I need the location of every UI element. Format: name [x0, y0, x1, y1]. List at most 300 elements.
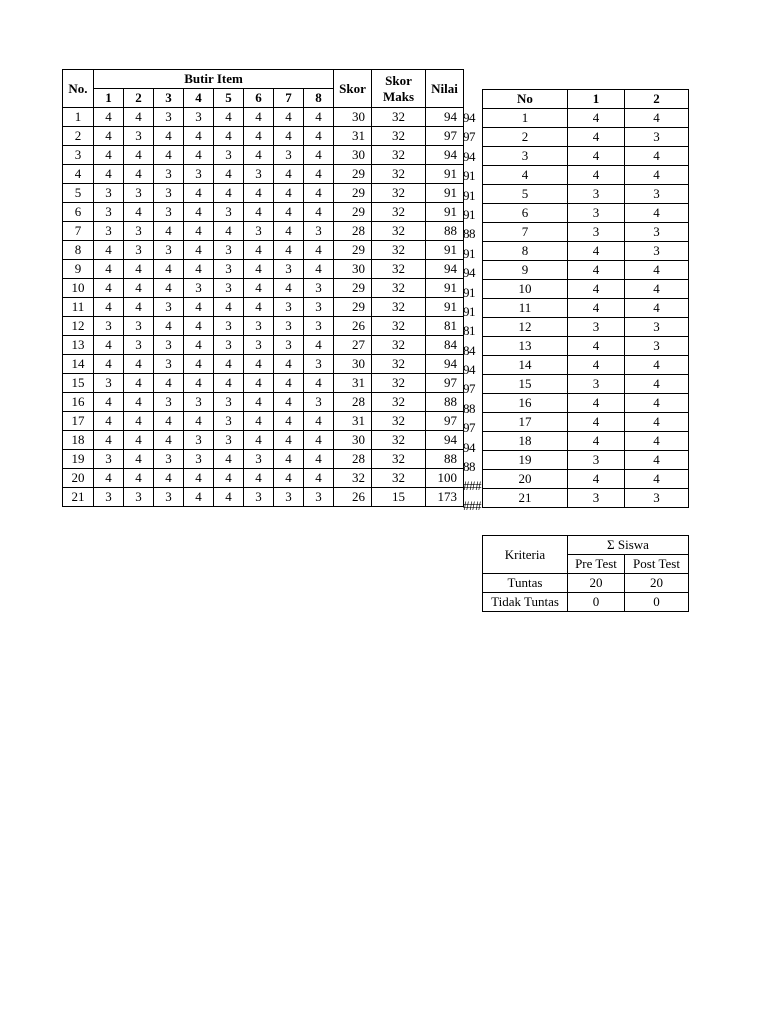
summary-kriteria-header: Kriteria [483, 536, 568, 574]
item-score-cell: 4 [274, 355, 304, 374]
item-score-cell: 4 [94, 431, 124, 450]
item-score-cell: 4 [244, 298, 274, 317]
skor-maks-cell: 32 [372, 355, 426, 374]
table-row [63, 412, 464, 431]
skor-cell: 32 [334, 469, 372, 488]
nilai-overflow-value: 94 [463, 110, 475, 125]
item-score-cell: 4 [214, 222, 244, 241]
item-score-cell: 4 [304, 260, 334, 279]
item-score-cell: 4 [214, 450, 244, 469]
table-row [483, 375, 689, 394]
nilai-cell: 88 [426, 450, 464, 469]
skor-cell: 31 [334, 127, 372, 146]
item-score-cell: 3 [154, 108, 184, 127]
item-score-cell: 4 [274, 222, 304, 241]
skor-cell: 28 [334, 393, 372, 412]
header-item-7: 7 [274, 89, 304, 108]
item-score-cell: 4 [94, 241, 124, 260]
table-row [483, 223, 689, 242]
item-score-cell: 3 [124, 488, 154, 507]
nilai-cell: 94 [426, 108, 464, 127]
item-score-cell: 3 [124, 317, 154, 336]
table-row [63, 336, 464, 355]
item-score-cell: 4 [154, 222, 184, 241]
side-value-cell: 4 [625, 451, 689, 470]
item-score-cell: 4 [184, 336, 214, 355]
header-item-8: 8 [304, 89, 334, 108]
item-score-cell: 4 [184, 412, 214, 431]
skor-cell: 30 [334, 431, 372, 450]
skor-maks-cell: 32 [372, 222, 426, 241]
item-score-cell: 4 [124, 298, 154, 317]
item-summary-table [482, 89, 689, 508]
item-score-cell: 4 [94, 469, 124, 488]
table-row [63, 127, 464, 146]
item-score-cell: 4 [214, 298, 244, 317]
item-score-cell: 3 [94, 203, 124, 222]
criteria-summary-table [482, 535, 689, 612]
item-score-cell: 3 [214, 279, 244, 298]
table-row [483, 109, 689, 128]
item-score-cell: 4 [94, 355, 124, 374]
item-score-cell: 4 [304, 165, 334, 184]
side-value-cell: 4 [568, 261, 625, 280]
score-table [62, 69, 464, 507]
nilai-cell: 94 [426, 146, 464, 165]
nilai-cell: 100 [426, 469, 464, 488]
item-score-cell: 4 [184, 355, 214, 374]
item-score-cell: 4 [214, 469, 244, 488]
side-value-cell: 4 [625, 413, 689, 432]
side-value-cell: 3 [568, 375, 625, 394]
item-score-cell: 4 [154, 374, 184, 393]
item-score-cell: 4 [214, 355, 244, 374]
row-no-cell: 4 [63, 165, 94, 184]
item-score-cell: 4 [124, 108, 154, 127]
item-score-cell: 4 [184, 260, 214, 279]
side-value-cell: 4 [568, 109, 625, 128]
side-no-cell: 2 [483, 128, 568, 147]
item-score-cell: 4 [304, 203, 334, 222]
table-row [483, 128, 689, 147]
side-value-cell: 4 [625, 356, 689, 375]
side-value-cell: 3 [625, 242, 689, 261]
item-score-cell: 3 [154, 203, 184, 222]
item-score-cell: 4 [184, 317, 214, 336]
side-value-cell: 4 [568, 470, 625, 489]
item-score-cell: 3 [214, 203, 244, 222]
nilai-cell: 97 [426, 374, 464, 393]
item-score-cell: 4 [124, 203, 154, 222]
skor-cell: 29 [334, 203, 372, 222]
skor-cell: 30 [334, 355, 372, 374]
nilai-overflow-value: 91 [463, 168, 475, 184]
nilai-overflow-value: 91 [463, 206, 475, 222]
item-score-cell: 3 [184, 393, 214, 412]
side-value-cell: 3 [568, 489, 625, 508]
summary-tidak-tuntas-label: Tidak Tuntas [483, 593, 568, 612]
item-score-cell: 4 [154, 317, 184, 336]
skor-cell: 29 [334, 184, 372, 203]
nilai-overflow-value: 94 [463, 439, 475, 455]
skor-maks-cell: 32 [372, 431, 426, 450]
row-no-cell: 15 [63, 374, 94, 393]
item-score-cell: 4 [274, 108, 304, 127]
skor-cell: 28 [334, 222, 372, 241]
item-score-cell: 4 [274, 241, 304, 260]
side-no-cell: 16 [483, 394, 568, 413]
skor-maks-cell: 32 [372, 184, 426, 203]
item-score-cell: 3 [184, 165, 214, 184]
nilai-overflow-value: 97 [463, 129, 475, 145]
item-score-cell: 4 [184, 298, 214, 317]
item-score-cell: 3 [304, 488, 334, 507]
item-summary-body [483, 109, 689, 508]
nilai-cell: 91 [426, 298, 464, 317]
row-no-cell: 11 [63, 298, 94, 317]
item-score-cell: 3 [154, 184, 184, 203]
item-score-cell: 4 [124, 260, 154, 279]
item-score-cell: 3 [214, 393, 244, 412]
side-value-cell: 4 [568, 337, 625, 356]
item-score-cell: 3 [214, 317, 244, 336]
item-score-cell: 3 [124, 184, 154, 203]
header-item-6: 6 [244, 89, 274, 108]
item-score-cell: 3 [154, 241, 184, 260]
table-row [483, 394, 689, 413]
side-value-cell: 3 [625, 128, 689, 147]
table-row [63, 241, 464, 260]
header-skor: Skor [334, 70, 372, 108]
item-score-cell: 3 [214, 412, 244, 431]
skor-maks-cell: 15 [372, 488, 426, 507]
table-row [483, 185, 689, 204]
item-score-cell: 4 [184, 127, 214, 146]
item-score-cell: 4 [94, 165, 124, 184]
item-score-cell: 4 [154, 431, 184, 450]
summary-siswa-header: Σ Siswa [568, 536, 689, 555]
skor-maks-cell: 32 [372, 241, 426, 260]
nilai-cell: 94 [426, 355, 464, 374]
item-score-cell: 3 [244, 317, 274, 336]
item-score-cell: 4 [304, 412, 334, 431]
item-score-cell: 3 [304, 317, 334, 336]
nilai-cell: 94 [426, 431, 464, 450]
item-score-cell: 4 [244, 241, 274, 260]
nilai-overflow-value: 91 [463, 284, 475, 300]
nilai-overflow-column [461, 108, 483, 515]
item-score-cell: 4 [244, 146, 274, 165]
side-no-cell: 10 [483, 280, 568, 299]
item-score-cell: 4 [304, 374, 334, 393]
item-score-cell: 3 [274, 146, 304, 165]
side-value-cell: 3 [568, 185, 625, 204]
item-score-cell: 4 [244, 260, 274, 279]
row-no-cell: 1 [63, 108, 94, 127]
header-item-3: 3 [154, 89, 184, 108]
table-row [63, 450, 464, 469]
row-no-cell: 14 [63, 355, 94, 374]
side-value-cell: 3 [568, 223, 625, 242]
item-score-cell: 4 [244, 393, 274, 412]
side-value-cell: 4 [625, 299, 689, 318]
side-value-cell: 4 [568, 356, 625, 375]
item-score-cell: 4 [154, 279, 184, 298]
item-score-cell: 4 [184, 374, 214, 393]
item-score-cell: 3 [124, 336, 154, 355]
item-score-cell: 3 [94, 450, 124, 469]
table-row [63, 279, 464, 298]
item-score-cell: 4 [184, 222, 214, 241]
side-no-cell: 20 [483, 470, 568, 489]
item-score-cell: 4 [274, 279, 304, 298]
item-score-cell: 4 [274, 431, 304, 450]
side-no-cell: 14 [483, 356, 568, 375]
skor-maks-cell: 32 [372, 260, 426, 279]
summary-tuntas-pre: 20 [568, 574, 625, 593]
skor-maks-cell: 32 [372, 469, 426, 488]
row-no-cell: 18 [63, 431, 94, 450]
item-score-cell: 4 [274, 165, 304, 184]
item-score-cell: 4 [94, 146, 124, 165]
nilai-overflow-value: 84 [463, 342, 475, 358]
table-row [63, 374, 464, 393]
item-score-cell: 4 [124, 469, 154, 488]
item-score-cell: 3 [304, 393, 334, 412]
item-score-cell: 3 [214, 146, 244, 165]
skor-maks-cell: 32 [372, 165, 426, 184]
side-header-1: 1 [568, 90, 625, 109]
row-no-cell: 9 [63, 260, 94, 279]
item-score-cell: 4 [244, 412, 274, 431]
item-score-cell: 3 [184, 108, 214, 127]
item-score-cell: 4 [244, 127, 274, 146]
side-value-cell: 4 [625, 394, 689, 413]
item-score-cell: 4 [124, 393, 154, 412]
item-score-cell: 3 [214, 336, 244, 355]
skor-maks-cell: 32 [372, 412, 426, 431]
side-no-cell: 9 [483, 261, 568, 280]
item-score-cell: 4 [244, 374, 274, 393]
item-score-cell: 4 [94, 393, 124, 412]
side-value-cell: 4 [568, 394, 625, 413]
table-row [483, 147, 689, 166]
row-no-cell: 16 [63, 393, 94, 412]
item-score-cell: 4 [214, 184, 244, 203]
table-row [63, 431, 464, 450]
side-value-cell: 4 [568, 166, 625, 185]
item-score-cell: 4 [244, 469, 274, 488]
table-row [63, 393, 464, 412]
row-no-cell: 2 [63, 127, 94, 146]
header-skor-maks-line2: Maks [382, 88, 415, 104]
side-value-cell: 4 [625, 261, 689, 280]
summary-tidak-tuntas-pre: 0 [568, 593, 625, 612]
item-score-cell: 4 [274, 374, 304, 393]
table-row [483, 337, 689, 356]
item-score-cell: 3 [154, 488, 184, 507]
item-score-cell: 4 [304, 184, 334, 203]
header-nilai: Nilai [426, 70, 464, 108]
nilai-overflow-value: 91 [463, 303, 475, 319]
table-row [483, 470, 689, 489]
side-value-cell: 4 [568, 242, 625, 261]
item-score-cell: 3 [184, 431, 214, 450]
table-row [483, 204, 689, 223]
item-score-cell: 3 [274, 336, 304, 355]
skor-maks-cell: 32 [372, 203, 426, 222]
skor-maks-cell: 32 [372, 450, 426, 469]
nilai-overflow-value: 88 [463, 226, 475, 242]
item-score-cell: 3 [94, 488, 124, 507]
item-score-cell: 4 [94, 298, 124, 317]
item-score-cell: 4 [274, 412, 304, 431]
summary-tuntas-label: Tuntas [483, 574, 568, 593]
item-score-cell: 4 [154, 469, 184, 488]
nilai-cell: 94 [426, 260, 464, 279]
nilai-cell: 91 [426, 165, 464, 184]
side-value-cell: 3 [568, 451, 625, 470]
nilai-overflow-value: 88 [463, 400, 475, 416]
skor-cell: 28 [334, 450, 372, 469]
table-row [483, 280, 689, 299]
side-no-cell: 19 [483, 451, 568, 470]
nilai-overflow-value: 91 [463, 245, 475, 261]
side-value-cell: 4 [625, 109, 689, 128]
item-score-cell: 4 [154, 146, 184, 165]
nilai-overflow-value: 97 [463, 420, 475, 436]
item-score-cell: 3 [304, 279, 334, 298]
side-value-cell: 4 [568, 413, 625, 432]
skor-cell: 29 [334, 165, 372, 184]
item-score-cell: 3 [274, 260, 304, 279]
item-score-cell: 4 [244, 203, 274, 222]
table-row [483, 489, 689, 508]
row-no-cell: 20 [63, 469, 94, 488]
summary-post-header: Post Test [625, 555, 689, 574]
item-score-cell: 4 [244, 184, 274, 203]
item-score-cell: 4 [244, 108, 274, 127]
item-score-cell: 3 [154, 336, 184, 355]
skor-cell: 31 [334, 374, 372, 393]
nilai-overflow-value: 97 [463, 381, 475, 397]
skor-cell: 30 [334, 108, 372, 127]
skor-cell: 29 [334, 298, 372, 317]
item-score-cell: 3 [154, 393, 184, 412]
side-value-cell: 4 [568, 299, 625, 318]
skor-cell: 26 [334, 317, 372, 336]
item-score-cell: 4 [274, 450, 304, 469]
item-score-cell: 4 [124, 450, 154, 469]
skor-maks-cell: 32 [372, 393, 426, 412]
item-score-cell: 3 [124, 222, 154, 241]
skor-cell: 27 [334, 336, 372, 355]
table-row [63, 260, 464, 279]
skor-cell: 26 [334, 488, 372, 507]
item-score-cell: 4 [214, 165, 244, 184]
side-no-cell: 1 [483, 109, 568, 128]
side-no-cell: 3 [483, 147, 568, 166]
table-row [63, 222, 464, 241]
item-score-cell: 4 [154, 260, 184, 279]
side-header-2: 2 [625, 90, 689, 109]
side-value-cell: 4 [625, 280, 689, 299]
side-no-cell: 21 [483, 489, 568, 508]
side-no-cell: 4 [483, 166, 568, 185]
item-score-cell: 4 [94, 336, 124, 355]
item-score-cell: 4 [304, 450, 334, 469]
item-score-cell: 4 [184, 488, 214, 507]
side-value-cell: 4 [625, 204, 689, 223]
item-score-cell: 4 [124, 165, 154, 184]
summary-tidak-tuntas-post: 0 [625, 593, 689, 612]
summary-pre-header: Pre Test [568, 555, 625, 574]
item-score-cell: 4 [124, 412, 154, 431]
nilai-overflow-value: 94 [463, 265, 475, 281]
item-score-cell: 4 [244, 279, 274, 298]
side-header-no: No [483, 90, 568, 109]
nilai-cell: 91 [426, 203, 464, 222]
side-value-cell: 3 [625, 223, 689, 242]
header-butir-item: Butir Item [94, 70, 334, 89]
table-row [63, 317, 464, 336]
skor-cell: 30 [334, 146, 372, 165]
item-score-cell: 3 [244, 488, 274, 507]
item-score-cell: 4 [124, 146, 154, 165]
side-no-cell: 6 [483, 204, 568, 223]
row-no-cell: 21 [63, 488, 94, 507]
side-value-cell: 4 [568, 147, 625, 166]
row-no-cell: 6 [63, 203, 94, 222]
item-score-cell: 3 [214, 431, 244, 450]
side-value-cell: 4 [625, 432, 689, 451]
item-score-cell: 4 [304, 241, 334, 260]
item-score-cell: 4 [244, 355, 274, 374]
row-no-cell: 17 [63, 412, 94, 431]
item-score-cell: 4 [184, 203, 214, 222]
nilai-cell: 88 [426, 222, 464, 241]
header-no: No. [63, 70, 94, 108]
skor-maks-cell: 32 [372, 336, 426, 355]
table-row [63, 203, 464, 222]
skor-maks-cell: 32 [372, 127, 426, 146]
side-value-cell: 4 [625, 147, 689, 166]
item-score-cell: 4 [124, 355, 154, 374]
item-score-cell: 3 [244, 450, 274, 469]
item-score-cell: 3 [244, 336, 274, 355]
side-value-cell: 3 [625, 318, 689, 337]
nilai-cell: 97 [426, 412, 464, 431]
table-row [63, 355, 464, 374]
item-score-cell: 3 [304, 298, 334, 317]
side-value-cell: 3 [625, 337, 689, 356]
item-score-cell: 3 [304, 222, 334, 241]
item-score-cell: 4 [154, 127, 184, 146]
item-score-cell: 4 [274, 184, 304, 203]
row-no-cell: 5 [63, 184, 94, 203]
summary-tuntas-post: 20 [625, 574, 689, 593]
header-skor-maks-line1: Skor [385, 72, 412, 88]
side-no-cell: 12 [483, 318, 568, 337]
nilai-cell: 91 [426, 184, 464, 203]
row-no-cell: 10 [63, 279, 94, 298]
table-row [483, 261, 689, 280]
side-value-cell: 4 [568, 432, 625, 451]
header-item-1: 1 [94, 89, 124, 108]
header-item-4: 4 [184, 89, 214, 108]
skor-maks-cell: 32 [372, 279, 426, 298]
skor-maks-cell: 32 [372, 317, 426, 336]
